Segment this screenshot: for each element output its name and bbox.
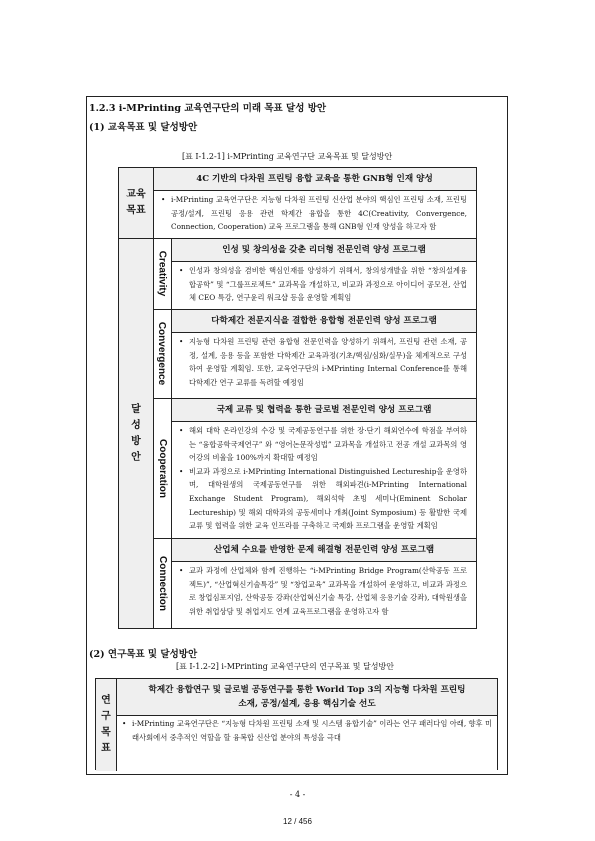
bullet-item: • i-MPrinting 교육연구단은 “지능형 다차원 프린팅 소재 및 시스템 융합기술” 이라는 연구 패러다임 아래, 향후 미래사회에서 중추적인 역할을 할 융복합 신산업 분야의 특성을 극대 — [122, 717, 492, 744]
row-header-convergence: 다학제간 전문지식을 결합한 융합형 전문인력 양성 프로그램 — [172, 310, 476, 332]
plan-label-line: 안 — [131, 451, 141, 463]
tag-connection: Connection — [156, 555, 168, 611]
plan-label-line: 방 — [131, 435, 141, 447]
goal-text: • i-MPrinting 교육연구단은 지능형 다차원 프린팅 신산업 분야의 핵심인 프린팅 소재, 프린팅 공정/설계, 프린팅 응용 관련 학제간 융합을 통한 4C(Creativity, Convergence, Connection, Cooperation) 교육 프로그램을 통해 GNB형 인재 양성을 하고자 함 — [161, 193, 467, 234]
research-label — [96, 679, 116, 771]
row-body-convergence — [179, 335, 467, 389]
table1-caption: [표 I-1.2-1] i-MPrinting 교육연구단 교육목표 및 달성방안 — [182, 152, 393, 161]
plan-label-line: 성 — [131, 419, 141, 431]
section-title: 1.2.3 i-MPrinting 교육연구단의 미래 목표 달성 방안 — [89, 103, 327, 114]
tag-cooperation: Cooperation — [156, 438, 168, 498]
research-goal-table — [95, 678, 498, 770]
goal-label-line: 목표 — [126, 205, 146, 216]
research-header-line: 학제간 융합연구 및 글로벌 공동연구를 통한 World Top 3의 지능형 다차원 프린팅 — [148, 685, 466, 695]
goal-label — [119, 168, 153, 238]
education-goal-table — [118, 167, 477, 629]
bullet-item: • 지능형 다차원 프린팅 관련 융합형 전문인력을 양성하기 위해서, 프린팅 관련 소재, 공정, 설계, 응용 등을 포함한 다학제간 교육과정(기초/핵심/심화/실무)을 체계적으로 구성하여 운영할 계획임. 또한, 교육연구단의 i-MPrinting Internal Conference를 통해 다학제간 연구 교류를 독려할 예정임 — [179, 335, 467, 389]
plan-label — [119, 239, 153, 628]
plan-label-line: 달 — [131, 403, 141, 415]
research-label-line: 목 — [101, 727, 111, 738]
research-body — [122, 717, 492, 744]
subsection-title-research: (2) 연구목표 및 달성방안 — [89, 649, 198, 660]
bullet-item: • 교과 과정에 산업체와 함께 진행하는 “i-MPrinting Bridge Program(산학공동 프로젝트)”, “산업혁신기술특강” 및 “창업교육” 교과목을 개설하여 운영하고, 비교과 과정으로 창업심포지엄, 산학공동 강좌(산업혁신기술 특강, 산업체 응용기술 강좌), 대학원생을 위한 취업상담 및 취업지도 연계 교육프로그램을 운영하고자 함 — [179, 564, 467, 618]
tag-convergence: Convergence — [156, 321, 168, 386]
bullet-item: • 해외 대학 온라인강의 수강 및 국제공동연구를 위한 장·단기 해외연수에 학점을 부여하는 “융합공학국제연구” 와 “영어논문작성법” 교과목을 개설하고 전공 개설 교과목의 영어강의 비율을 100%까지 확대할 예정임 — [179, 424, 467, 465]
bullet-item: • 인성과 창의성을 겸비한 핵심인재를 양성하기 위해서, 창의성개발을 위한 “창의설계융합공학” 및 “그룹프로젝트” 교과목을 개설하고, 비교과 과정으로 아이디어 공모전, 산업체 CEO 특강, 연구윤리 워크샵 등을 운영할 계획임 — [179, 264, 467, 305]
goal-header: 4C 기반의 다차원 프린팅 융합 교육을 통한 GNB형 인재 양성 — [153, 168, 476, 190]
research-header — [117, 679, 497, 715]
page-number: - 4 - — [289, 790, 306, 799]
research-label-line: 연 — [101, 695, 111, 706]
goal-body — [161, 193, 467, 234]
research-label-line: 표 — [101, 743, 111, 754]
row-body-cooperation — [179, 424, 467, 533]
row-body-creativity — [179, 264, 467, 305]
research-header-line: 소재, 공정/설계, 응용 핵심기술 선도 — [238, 699, 376, 709]
bullet-item: • 비교과 과정으로 i-MPrinting International Distinguished Lectureship을 운영하며, 대학원생의 국제공동연구를 위한 해외파견(i-MPrinting International Exchange Student Program), 해외석학 초빙 세미나(Eminent Scholar Lectureship) 및 해외 대학과의 공동세미나 개최(Joint Symposium) 등 활발한 국제교류 및 협력을 위한 교육 인프라를 구축하고 국제화 프로그램을 운영할 계획임 — [179, 465, 467, 533]
row-header-cooperation: 국제 교류 및 협력을 통한 글로벌 전문인력 양성 프로그램 — [172, 399, 476, 421]
row-header-connection: 산업체 수요를 반영한 문제 해결형 전문인력 양성 프로그램 — [172, 539, 476, 561]
goal-label-line: 교육 — [126, 189, 146, 200]
table2-caption: [표 I-1.2-2] i-MPrinting 교육연구단의 연구목표 및 달성방안 — [176, 662, 394, 671]
row-body-connection — [179, 564, 467, 618]
research-label-line: 구 — [101, 711, 111, 722]
page-count: 12 / 456 — [283, 817, 312, 826]
tag-creativity: Creativity — [156, 250, 168, 297]
subsection-title-education: (1) 교육목표 및 달성방안 — [89, 122, 198, 133]
row-header-creativity: 인성 및 창의성을 갖춘 리더형 전문인력 양성 프로그램 — [172, 239, 476, 261]
